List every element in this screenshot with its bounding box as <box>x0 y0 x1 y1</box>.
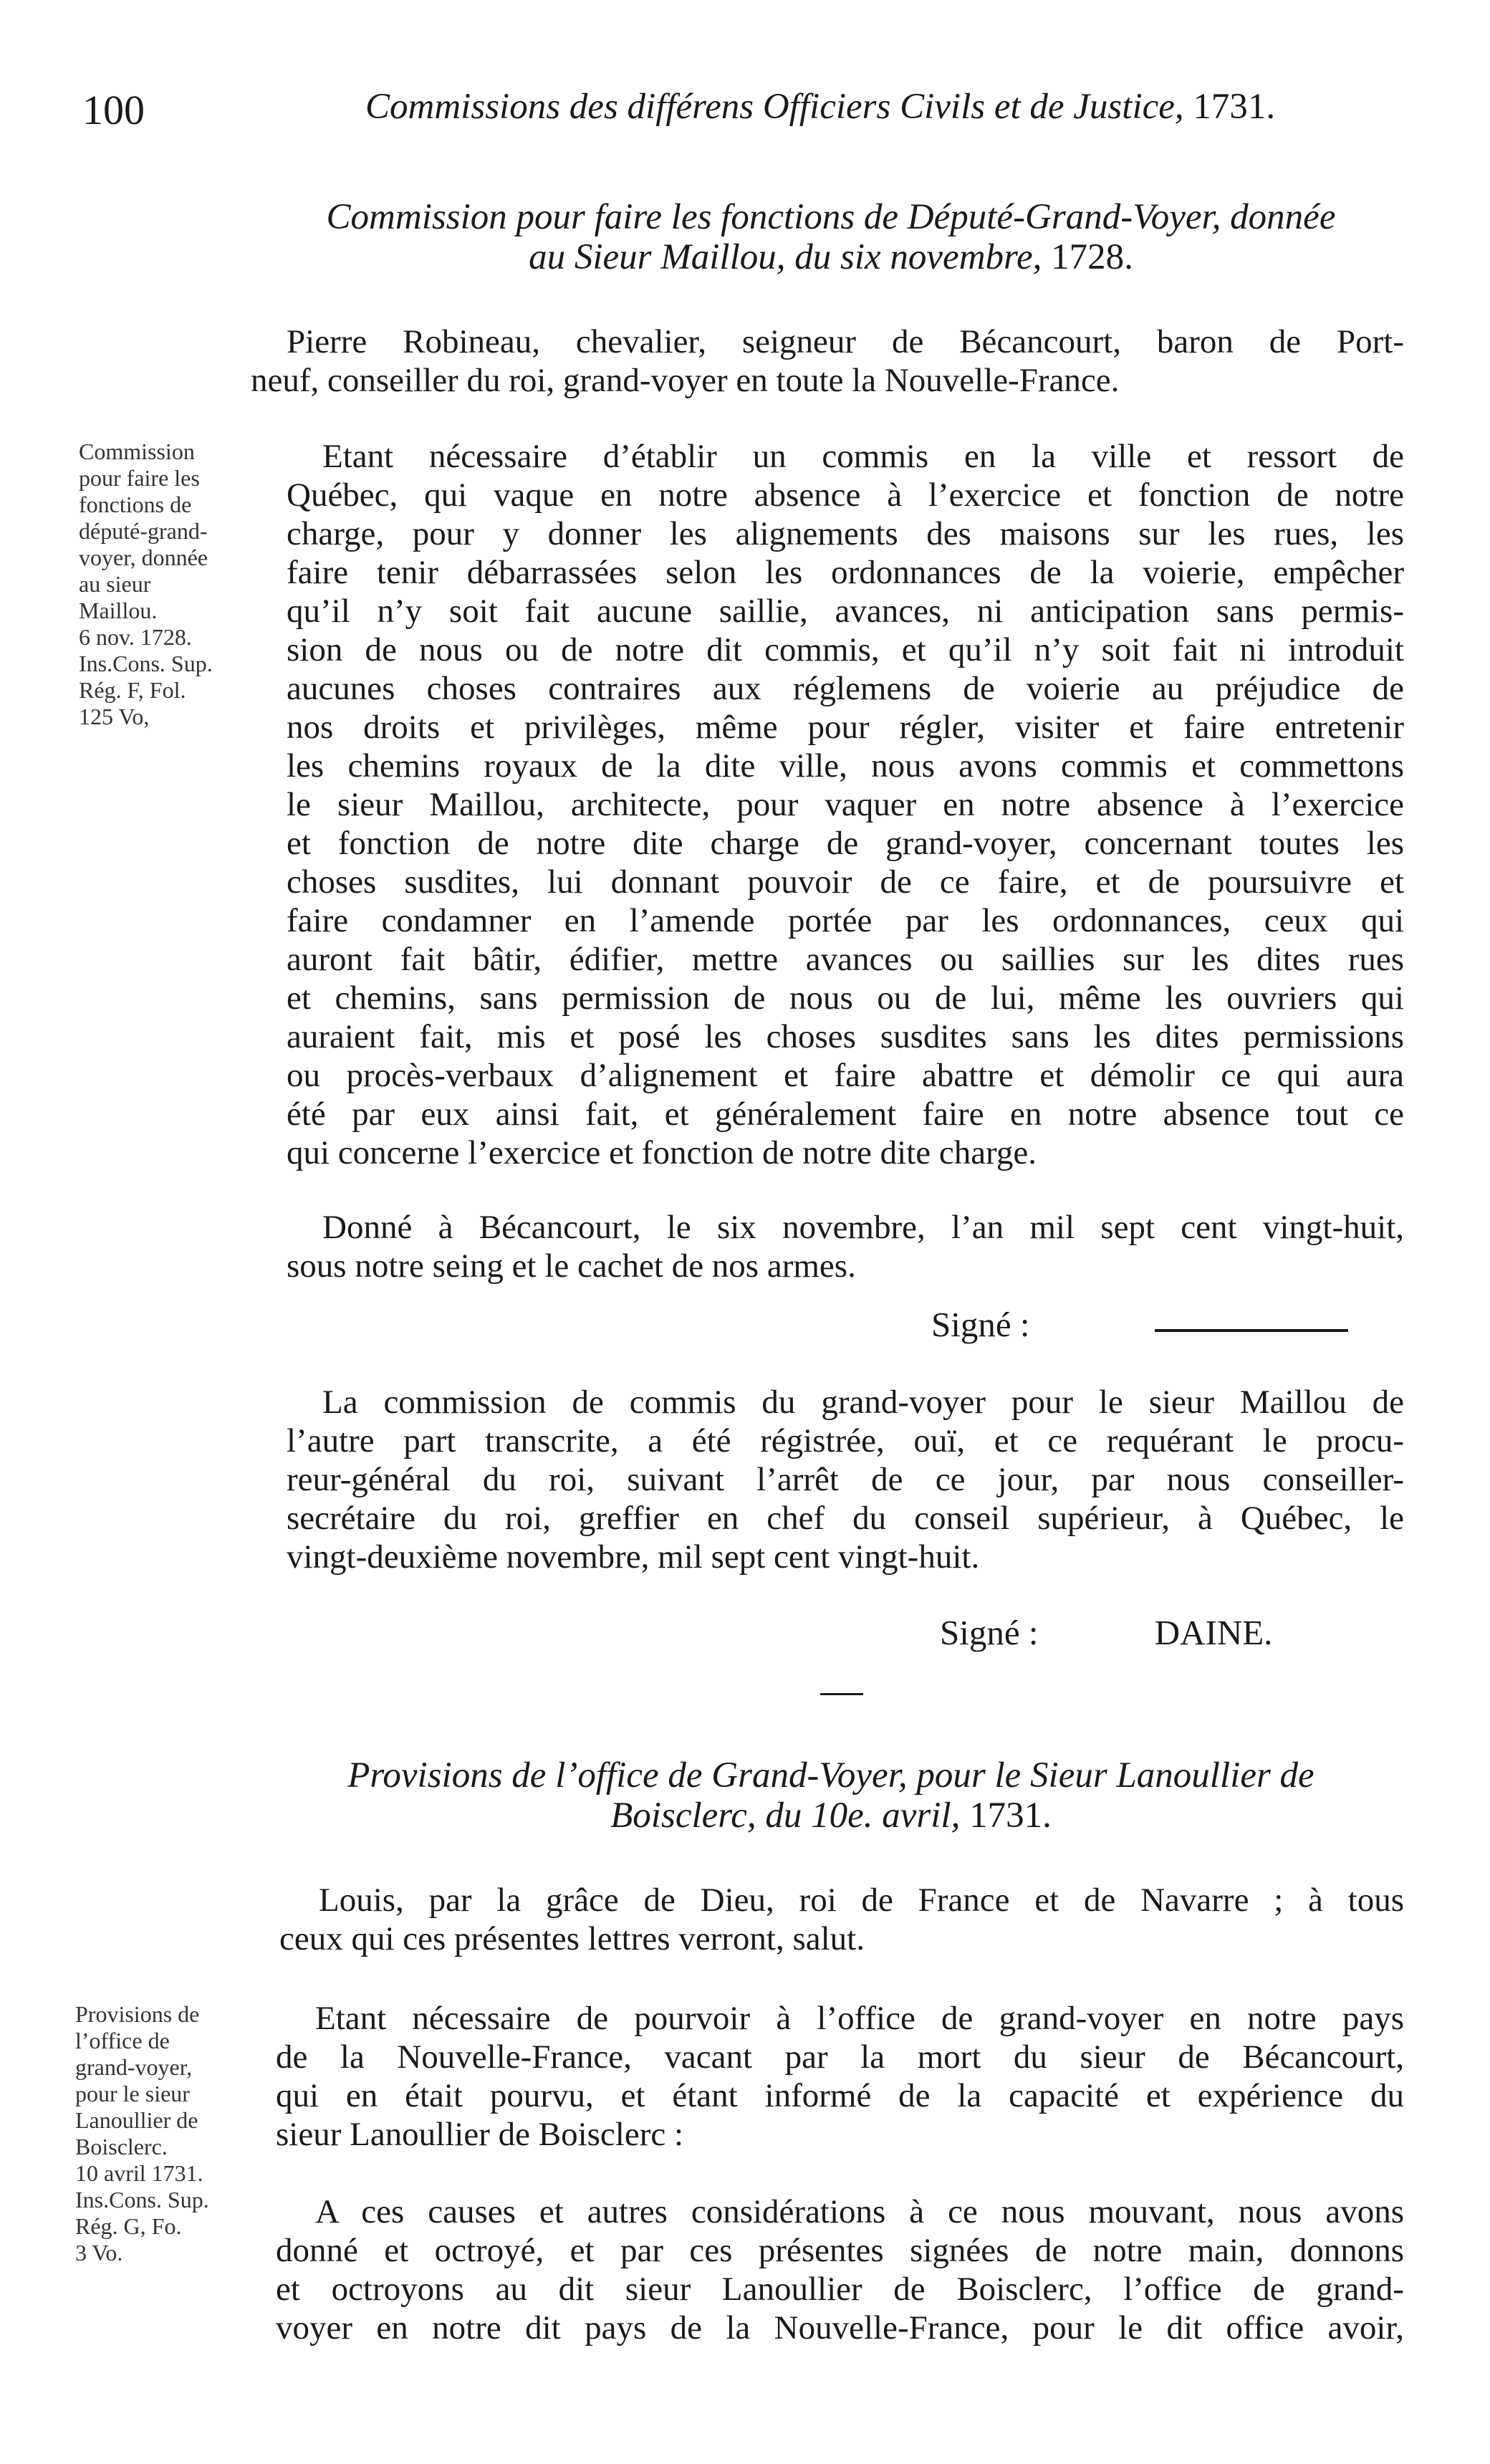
body-line: les chemins royaux de la dite ville, nous avons commis et commettons <box>287 747 1404 785</box>
body-line: ou procès-verbaux d’alignement et faire abattre et démolir ce qui aura <box>287 1057 1404 1094</box>
section2-body-2 <box>276 2192 1404 2347</box>
body-line: nos droits et privilèges, même pour régler, visiter et faire entretenir <box>287 709 1404 746</box>
signed-label: Signé : <box>931 1305 1030 1344</box>
section2-title-line-2-text: Boisclerc, du 10e. avril, <box>610 1796 961 1836</box>
page-number: 100 <box>82 87 145 133</box>
body-line: A ces causes et autres considérations à ce nous mouvant, nous avons <box>315 2193 1404 2230</box>
signer-name: DAINE. <box>1154 1613 1273 1652</box>
body-line: le sieur Maillou, architecte, pour vaquer en notre absence à l’exercice <box>287 786 1404 823</box>
margin-note-line: Ins.Cons. Sup. <box>75 2187 209 2213</box>
running-title-text: Commissions des différens Officiers Civils et de Justice, <box>365 87 1184 127</box>
body-line: auraient fait, mis et posé les choses susdites sans les dites permissions <box>287 1018 1404 1055</box>
section1-intro-line: Pierre Robineau, chevalier, seigneur de Bécancourt, baron de Port- <box>287 323 1404 360</box>
registration-line: secrétaire du roi, greffier en chef du conseil supérieur, à Québec, le <box>287 1500 1404 1537</box>
body-line: de la Nouvelle-France, vacant par la mort du sieur de Bécancourt, <box>276 2038 1404 2076</box>
registration-line: l’autre part transcrite, a été régistrée, ouï, et ce requérant le procu- <box>287 1422 1404 1459</box>
section2-title-line-1: Provisions de l’office de Grand-Voyer, pour le Sieur Lanoullier de <box>347 1755 1314 1796</box>
margin-note-line: 3 Vo. <box>75 2240 123 2266</box>
section2-body-1 <box>276 1999 1404 2154</box>
margin-note-line: voyer, donnée <box>79 545 208 570</box>
margin-note-line: au sieur <box>79 571 151 597</box>
section1-margin-note <box>79 438 213 730</box>
body-line: faire tenir débarrassées selon les ordonnances de la voierie, empêcher <box>287 554 1404 591</box>
section1-signature <box>931 1304 1029 1345</box>
margin-note-line: pour faire les <box>79 465 200 491</box>
section2-title-line-2 <box>236 1796 1426 1836</box>
section1-intro <box>251 322 1404 400</box>
margin-note-line: pour le sieur <box>75 2081 190 2106</box>
section2-title-year: 1731. <box>969 1796 1052 1836</box>
body-line: et chemins, sans permission de nous ou de lui, même les ouvriers qui <box>287 979 1404 1017</box>
body-line: qui concerne l’exercice et fonction de notre dite charge. <box>287 1134 1037 1171</box>
body-line: sion de nous ou de notre dit commis, et qu’il n’y soit fait ni introduit <box>287 631 1404 668</box>
body-line: choses susdites, lui donnant pouvoir de ce faire, et de poursuivre et <box>287 863 1404 901</box>
body-line: donné et octroyé, et par ces présentes signées de notre main, donnons <box>276 2232 1404 2269</box>
body-line: auront fait bâtir, édifier, mettre avances ou saillies sur les dites rues <box>287 941 1404 978</box>
section1-title-line-2 <box>236 237 1426 277</box>
section1-title-line-2-text: au Sieur Maillou, du six novembre, <box>529 237 1042 277</box>
body-line: qui en était pourvu, et étant informé de la capacité et expérience du <box>276 2077 1404 2114</box>
section-separator <box>820 1693 863 1695</box>
margin-note-line: Ins.Cons. Sup. <box>79 651 213 676</box>
body-line: aucunes choses contraires aux réglemens de voierie au préjudice de <box>287 670 1404 707</box>
body-line: Québec, qui vaque en notre absence à l’exercice et fonction de notre <box>287 476 1404 514</box>
body-line: sieur Lanoullier de Boisclerc : <box>276 2116 684 2153</box>
given-line: sous notre seing et le cachet de nos armes. <box>287 1247 856 1285</box>
running-title <box>365 86 1275 128</box>
section1-body <box>287 437 1404 1172</box>
body-line: et fonction de notre dite charge de grand-voyer, concernant toutes les <box>287 825 1404 862</box>
body-line: Etant nécessaire de pourvoir à l’office de grand-voyer en notre pays <box>315 2000 1404 2037</box>
margin-note-line: l’office de <box>75 2028 170 2053</box>
body-line: voyer en notre dit pays de la Nouvelle-France, pour le dit office avoir, <box>276 2309 1404 2346</box>
section1-title-line-1: Commission pour faire les fonctions de Député-Grand-Voyer, donnée <box>326 197 1336 237</box>
section1-registration <box>287 1383 1404 1576</box>
section2-intro-line: ceux qui ces présentes lettres verront, salut. <box>279 1920 865 1957</box>
margin-note-line: 125 Vo, <box>79 704 150 729</box>
section1-given <box>287 1208 1404 1285</box>
margin-note-line: Rég. F, Fol. <box>79 677 186 703</box>
body-line: qu’il n’y soit fait aucune saillie, avances, ni anticipation sans permis- <box>287 593 1404 630</box>
registration-line: reur-général du roi, suivant l’arrêt de ce jour, par nous conseiller- <box>287 1461 1404 1498</box>
body-line: faire condamner en l’amende portée par les ordonnances, ceux qui <box>287 902 1404 939</box>
section2-intro <box>279 1881 1404 1958</box>
registration-line: La commission de commis du grand-voyer pour le sieur Maillou de <box>322 1384 1404 1421</box>
running-year: 1731. <box>1193 87 1276 127</box>
given-line: Donné à Bécancourt, le six novembre, l’an mil sept cent vingt-huit, <box>322 1209 1404 1246</box>
margin-note-line: Boisclerc. <box>75 2134 168 2159</box>
body-line: été par eux ainsi fait, et généralement faire en notre absence tout ce <box>287 1096 1404 1133</box>
registration-line: vingt-deuxième novembre, mil sept cent vingt-huit. <box>287 1538 980 1576</box>
margin-note-line: Maillou. <box>79 598 158 623</box>
section2-margin-note <box>75 2001 209 2266</box>
margin-note-line: 10 avril 1731. <box>75 2160 203 2186</box>
section1-intro-line: neuf, conseiller du roi, grand-voyer en toute la Nouvelle-France. <box>251 362 1120 399</box>
margin-note-line: Commission <box>79 438 195 464</box>
section2-title <box>236 1755 1426 1836</box>
margin-note-line: Rég. G, Fo. <box>75 2213 182 2239</box>
margin-note-line: député-grand- <box>79 518 208 544</box>
margin-note-line: 6 nov. 1728. <box>79 624 192 650</box>
margin-note-line: Provisions de <box>75 2001 200 2027</box>
section1-title <box>236 197 1426 277</box>
section1-signature-2 <box>940 1612 1272 1653</box>
body-line: et octroyons au dit sieur Lanoullier de Boisclerc, l’office de grand- <box>276 2271 1404 2308</box>
margin-note-line: fonctions de <box>79 492 192 517</box>
signed-label: Signé : <box>940 1613 1039 1652</box>
body-line: charge, pour y donner les alignements des maisons sur les rues, les <box>287 515 1404 552</box>
page-header <box>0 86 1490 136</box>
margin-note-line: Lanoullier de <box>75 2107 198 2133</box>
margin-note-line: grand-voyer, <box>75 2054 193 2080</box>
signature-line <box>1155 1329 1348 1332</box>
section1-title-year: 1728. <box>1051 237 1133 277</box>
section2-intro-line: Louis, par la grâce de Dieu, roi de France et de Navarre ; à tous <box>319 1881 1404 1919</box>
body-line: Etant nécessaire d’établir un commis en la ville et ressort de <box>322 438 1404 475</box>
